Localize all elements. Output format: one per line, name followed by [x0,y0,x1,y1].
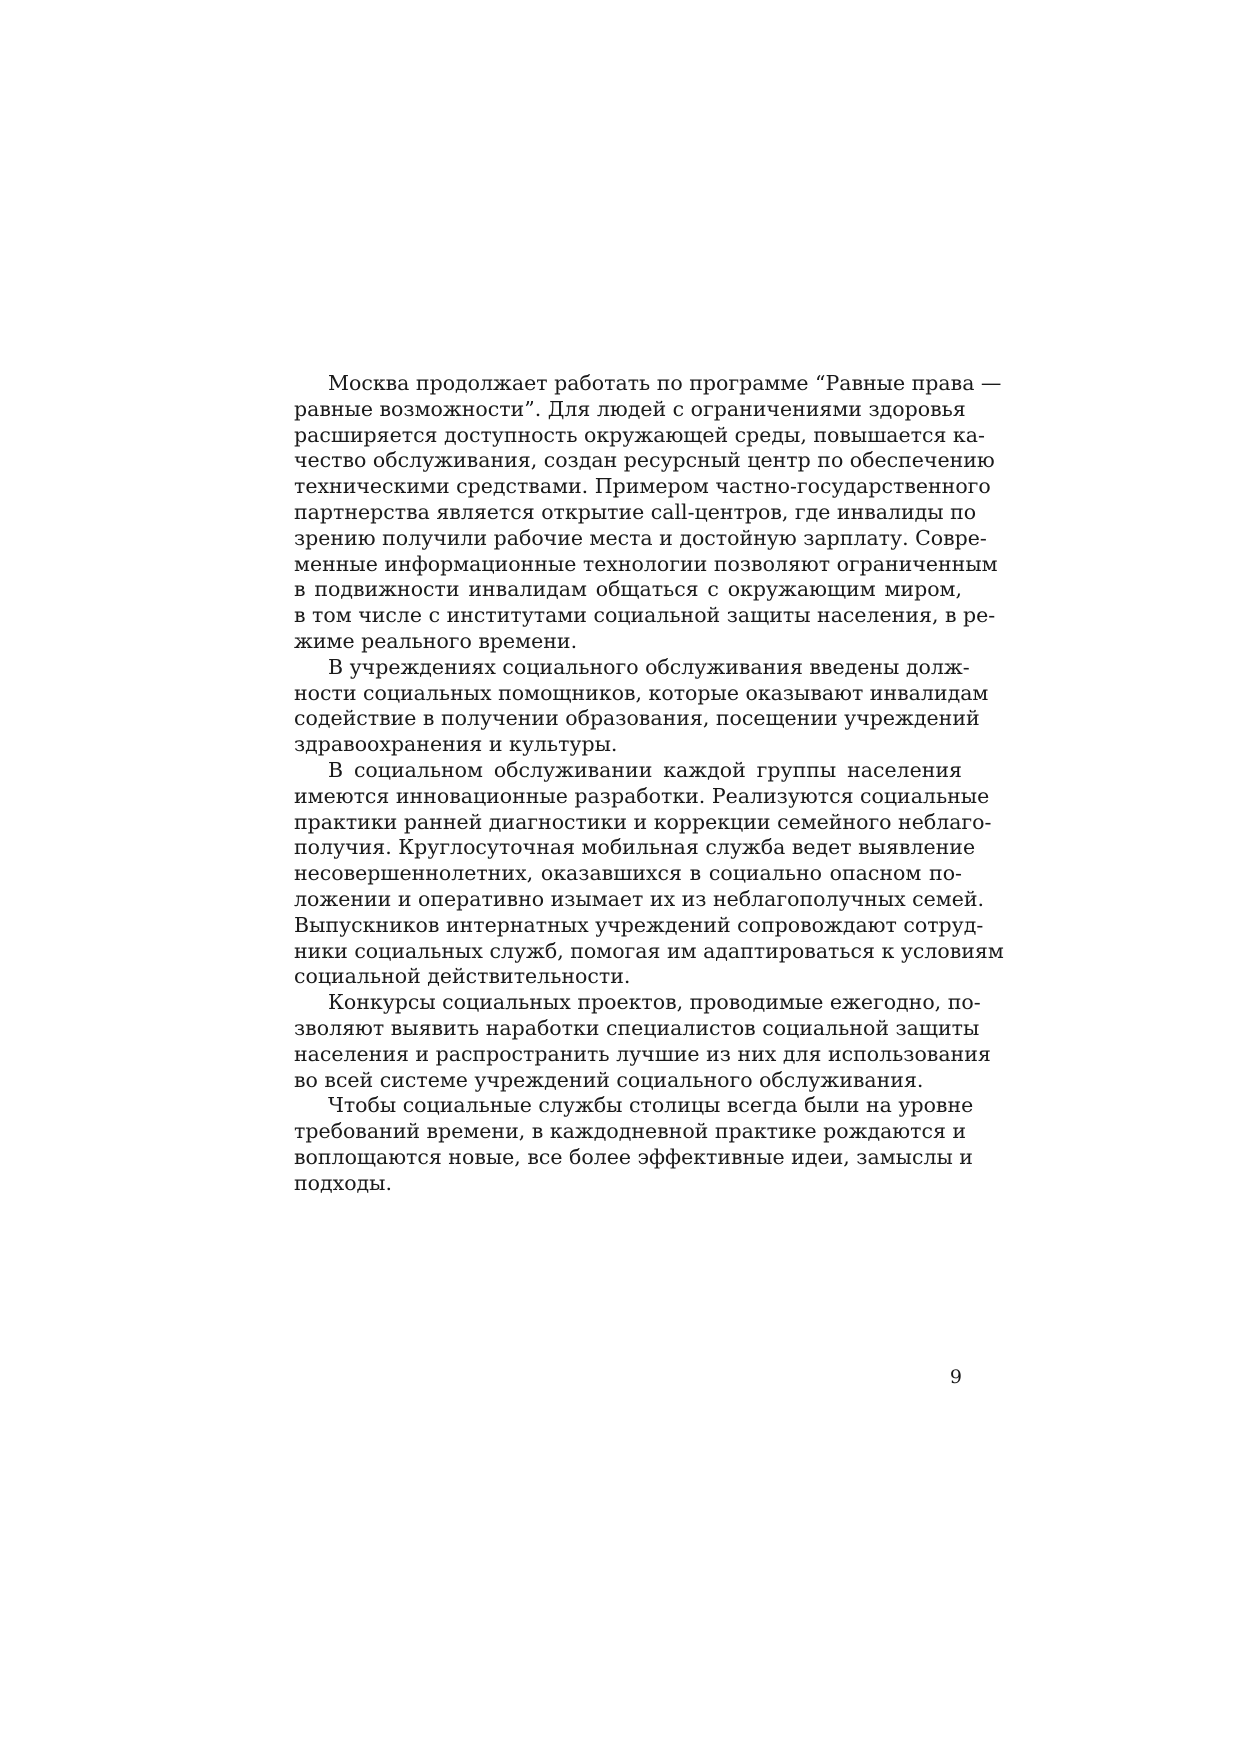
text-line: во всей системе учреждений социального обслуживания. [294,1067,924,1092]
paragraph [294,757,1004,990]
text-line: зволяют выявить наработки специалистов социальной защиты [294,1015,980,1040]
text-line: техническими средствами. Примером частно-государственного [294,474,991,499]
text-line: партнерства является открытие call-центров, где инвалиды по [294,499,977,524]
body-text [294,371,1004,1197]
text-line: зрению получили рабочие места и достойную зарплату. Совре- [294,525,987,550]
text-line: В социальном обслуживании каждой группы населения [328,757,962,782]
text-line: ники социальных служб, помогая им адаптироваться к условиям [294,938,1004,963]
text-line: получия. Круглосуточная мобильная служба ведет выявление [294,835,976,860]
text-line: Москва продолжает работать по программе “Равные права — [328,371,1002,395]
text-line: ложении и оперативно изымает их из неблагополучных семей. [294,886,985,911]
text-line: населения и распространить лучшие из них для использования [294,1041,991,1066]
text-line: В учреждениях социального обслуживания введены долж- [328,654,970,679]
text-line: ности социальных помощников, которые оказывают инвалидам [294,680,989,705]
paragraph [294,654,989,758]
text-line: менные информационные технологии позволяют ограниченным [294,551,998,576]
text-line: Чтобы социальные службы столицы всегда были на уровне [328,1093,974,1118]
text-line: практики ранней диагностики и коррекции семейного неблаго- [294,809,992,834]
text-line: в том числе с институтами социальной защиты населения, в ре- [294,603,996,628]
text-line: чество обслуживания, создан ресурсный центр по обеспечению [294,448,995,473]
text-line: социальной действительности. [294,964,631,989]
text-line: равные возможности”. Для людей с ограничениями здоровья [294,396,966,421]
text-line: имеются инновационные разработки. Реализуются социальные [294,783,990,808]
text-line: несовершеннолетних, оказавшихся в социально опасном по- [294,861,962,886]
text-line: жиме реального времени. [294,628,578,653]
text-line: подходы. [294,1170,392,1195]
text-line: в подвижности инвалидам общаться с окружающим миром, [294,577,962,602]
text-line: воплощаются новые, все более эффективные идеи, замыслы и [294,1144,973,1169]
text-line: Выпускников интернатных учреждений сопровождают сотруд- [294,912,984,937]
text-line: содействие в получении образования, посещении учреждений [294,706,980,731]
paragraph [294,1093,974,1196]
page-number: 9 [949,1366,962,1388]
text-line: Конкурсы социальных проектов, проводимые ежегодно, по- [328,990,981,1015]
paragraph [294,371,1002,655]
paragraph [294,990,991,1093]
text-line: расширяется доступность окружающей среды, повышается ка- [294,422,985,447]
text-line: здравоохранения и культуры. [294,732,618,757]
text-line: требований времени, в каждодневной практике рождаются и [294,1119,967,1144]
